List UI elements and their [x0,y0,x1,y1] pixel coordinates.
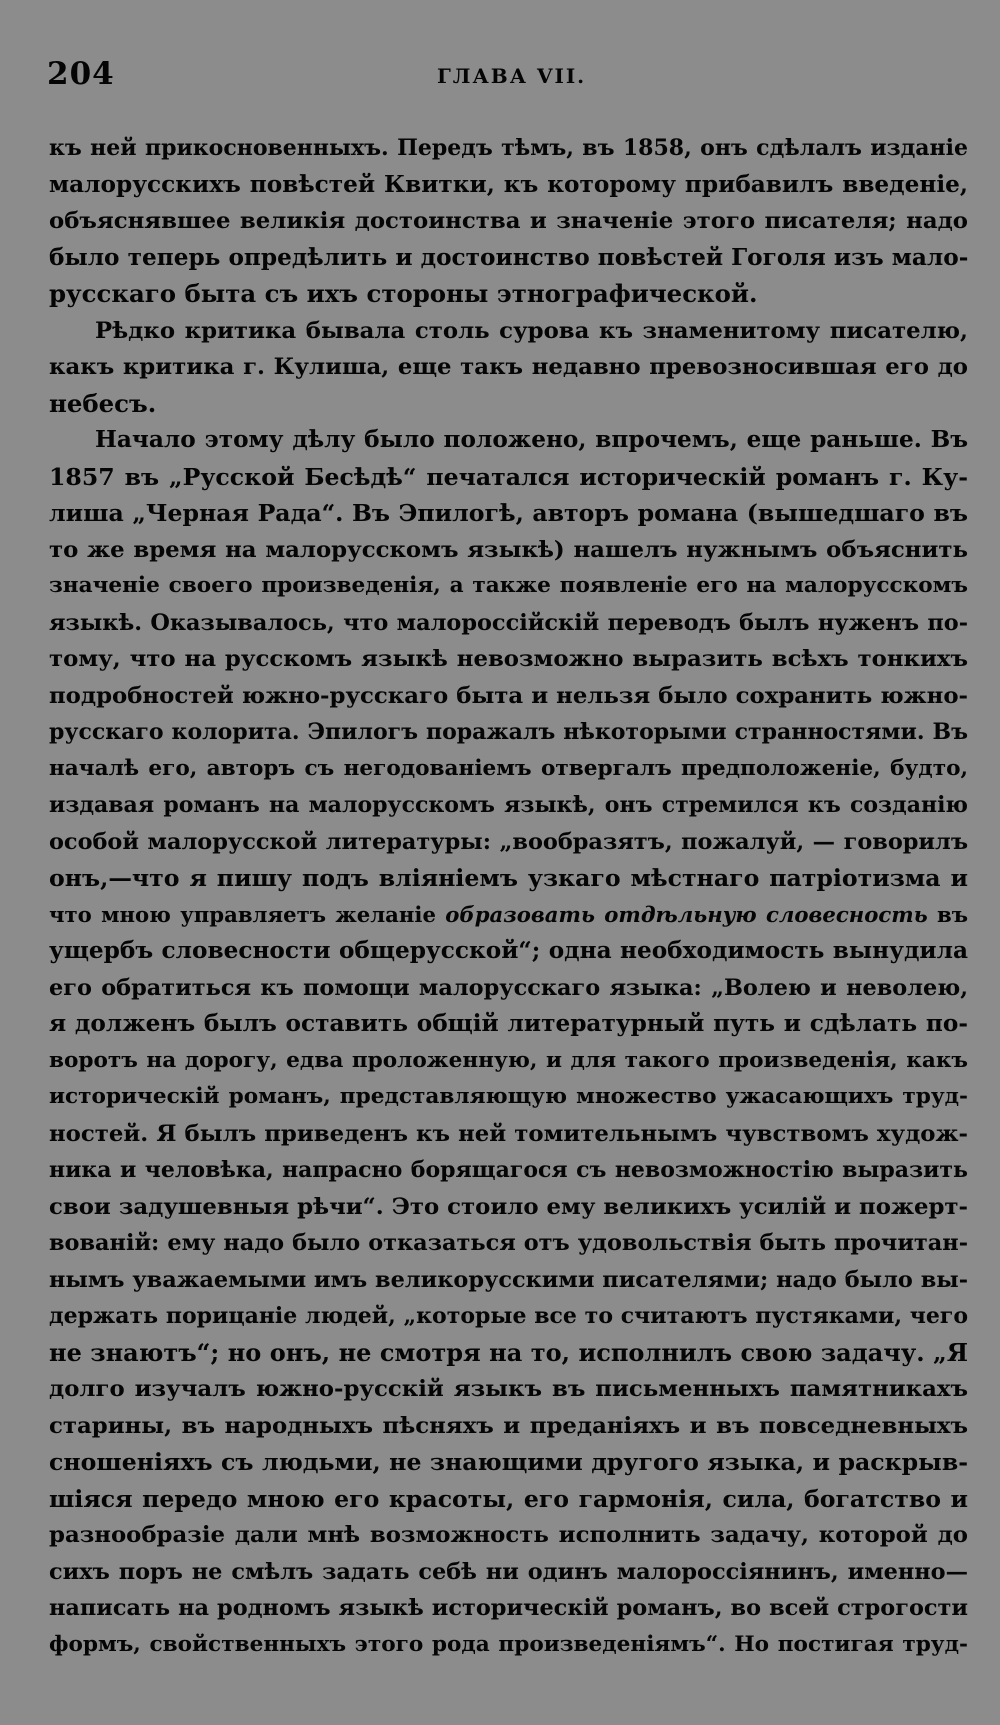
text-line: сношеніяхъ съ людьми, не знающими другого языка, и раскрыв- [49,1448,968,1476]
text-line: русскаго колорита. Эпилогъ поражалъ нѣкоторыми странностями. Въ [49,719,968,745]
text-line: ущербъ словесности общерусской“; одна необходимость вынудила [49,937,968,964]
italic-phrase: образовать отдѣльную словесность [445,901,928,927]
text-line: объяснявшее великія достоинства и значеніе этого писателя; надо [49,208,968,234]
text-line: значеніе своего произведенія, а также появленіе его на малорусскомъ [49,573,968,598]
text-line: то же время на малорусскомъ языкѣ) нашелъ нужнымъ объяснить [49,536,968,563]
text-line: шіяся передо мною его красоты, его гармонія, сила, богатство и [49,1484,968,1513]
text-run: въ [927,901,968,927]
text-line: малорусскихъ повѣстей Квитки, къ которому прибавилъ введеніе, [49,170,968,198]
text-line: вованій: ему надо было отказаться отъ удовольствія быть прочитан- [49,1230,968,1256]
text-line: Рѣдко критика бывала столь сурова къ знаменитому писателю, [95,317,968,344]
text-run: что мною управляетъ желаніе [49,901,446,927]
text-line: языкѣ. Оказывалось, что малороссійскій переводъ былъ нуженъ по- [49,609,968,636]
text-line: разнообразіе дали мнѣ возможность исполнить задачу, которой до [49,1522,968,1548]
text-line: русскаго быта съ ихъ стороны этнографической. [49,279,758,308]
page-header [47,56,953,96]
text-line: къ ней прикосновенныхъ. Передъ тѣмъ, въ 1858, онъ сдѣлалъ изданіе [49,135,968,161]
text-line: долго изучалъ южно-русскій языкъ въ письменныхъ памятникахъ [49,1376,968,1402]
chapter-title: ГЛАВА VII. [437,64,587,88]
text-line: небесъ. [49,388,157,418]
text-line: я долженъ былъ оставить общій литературный путь и сдѣлать по- [49,1010,968,1037]
text-line: его обратиться къ помощи малорусскаго языка: „Волею и неволею, [49,974,968,1001]
text-line: началѣ его, авторъ съ негодованіемъ отвергалъ предположеніе, будто, [49,755,968,781]
text-line: лиша „Черная Рада“. Въ Эпилогѣ, авторъ романа (вышедшаго въ [49,499,968,527]
text-line: воротъ на дорогу, едва проложенную, и для такого произведенія, какъ [49,1047,968,1073]
body-text [49,130,968,1663]
text-line: тому, что на русскомъ языкѣ невозможно выразить всѣхъ тонкихъ [49,646,968,672]
text-line: не знаютъ“; но онъ, не смотря на то, исполнилъ свою задачу. „Я [49,1337,968,1367]
page-number: 204 [47,56,115,92]
text-line: свои задушевныя рѣчи“. Это стоило ему великихъ усилій и пожерт- [49,1193,968,1220]
text-line: подробностей южно-русскаго быта и нельзя было сохранить южно- [49,682,968,709]
text-line: 1857 въ „Русской Бесѣдѣ“ печатался историческій романъ г. Ку- [49,462,968,491]
text-line: историческій романъ, представляющую множество ужасающихъ труд- [49,1084,968,1109]
text-line: особой малорусской литературы: „вообразятъ, пожалуй, — говорилъ [49,828,968,855]
text-line [49,897,968,934]
text-line: ника и человѣка, напрасно борящагося съ невозможностію выразить [49,1157,968,1183]
text-line: Начало этому дѣлу было положено, впрочемъ, еще раньше. Въ [95,426,968,453]
text-line: какъ критика г. Кулиша, еще такъ недавно превозносившая его до [49,354,968,380]
text-line: сихъ поръ не смѣлъ задать себѣ ни одинъ малороссіянинъ, именно— [49,1558,968,1585]
text-line: написать на родномъ языкѣ историческій романъ, во всей строгости [49,1595,968,1621]
text-line: нымъ уважаемыми имъ великорусскими писателями; надо было вы- [49,1266,968,1293]
text-line: было теперь опредѣлить и достоинство повѣстей Гоголя изъ мало- [49,243,968,271]
text-line: держать порицаніе людей, „которые все то считаютъ пустяками, чего [49,1303,968,1329]
text-line: формъ, свойственныхъ этого рода произведеніямъ“. Но постигая труд- [49,1631,968,1657]
text-line: онъ,—что я пишу подъ вліяніемъ узкаго мѣстнаго патріотизма и [49,864,968,892]
text-line: ностей. Я былъ приведенъ къ ней томительнымъ чувствомъ худож- [49,1120,968,1147]
text-line: старины, въ народныхъ пѣсняхъ и преданіяхъ и въ повседневныхъ [49,1412,968,1439]
text-line: издавая романъ на малорусскомъ языкѣ, онъ стремился къ созданію [49,792,968,818]
